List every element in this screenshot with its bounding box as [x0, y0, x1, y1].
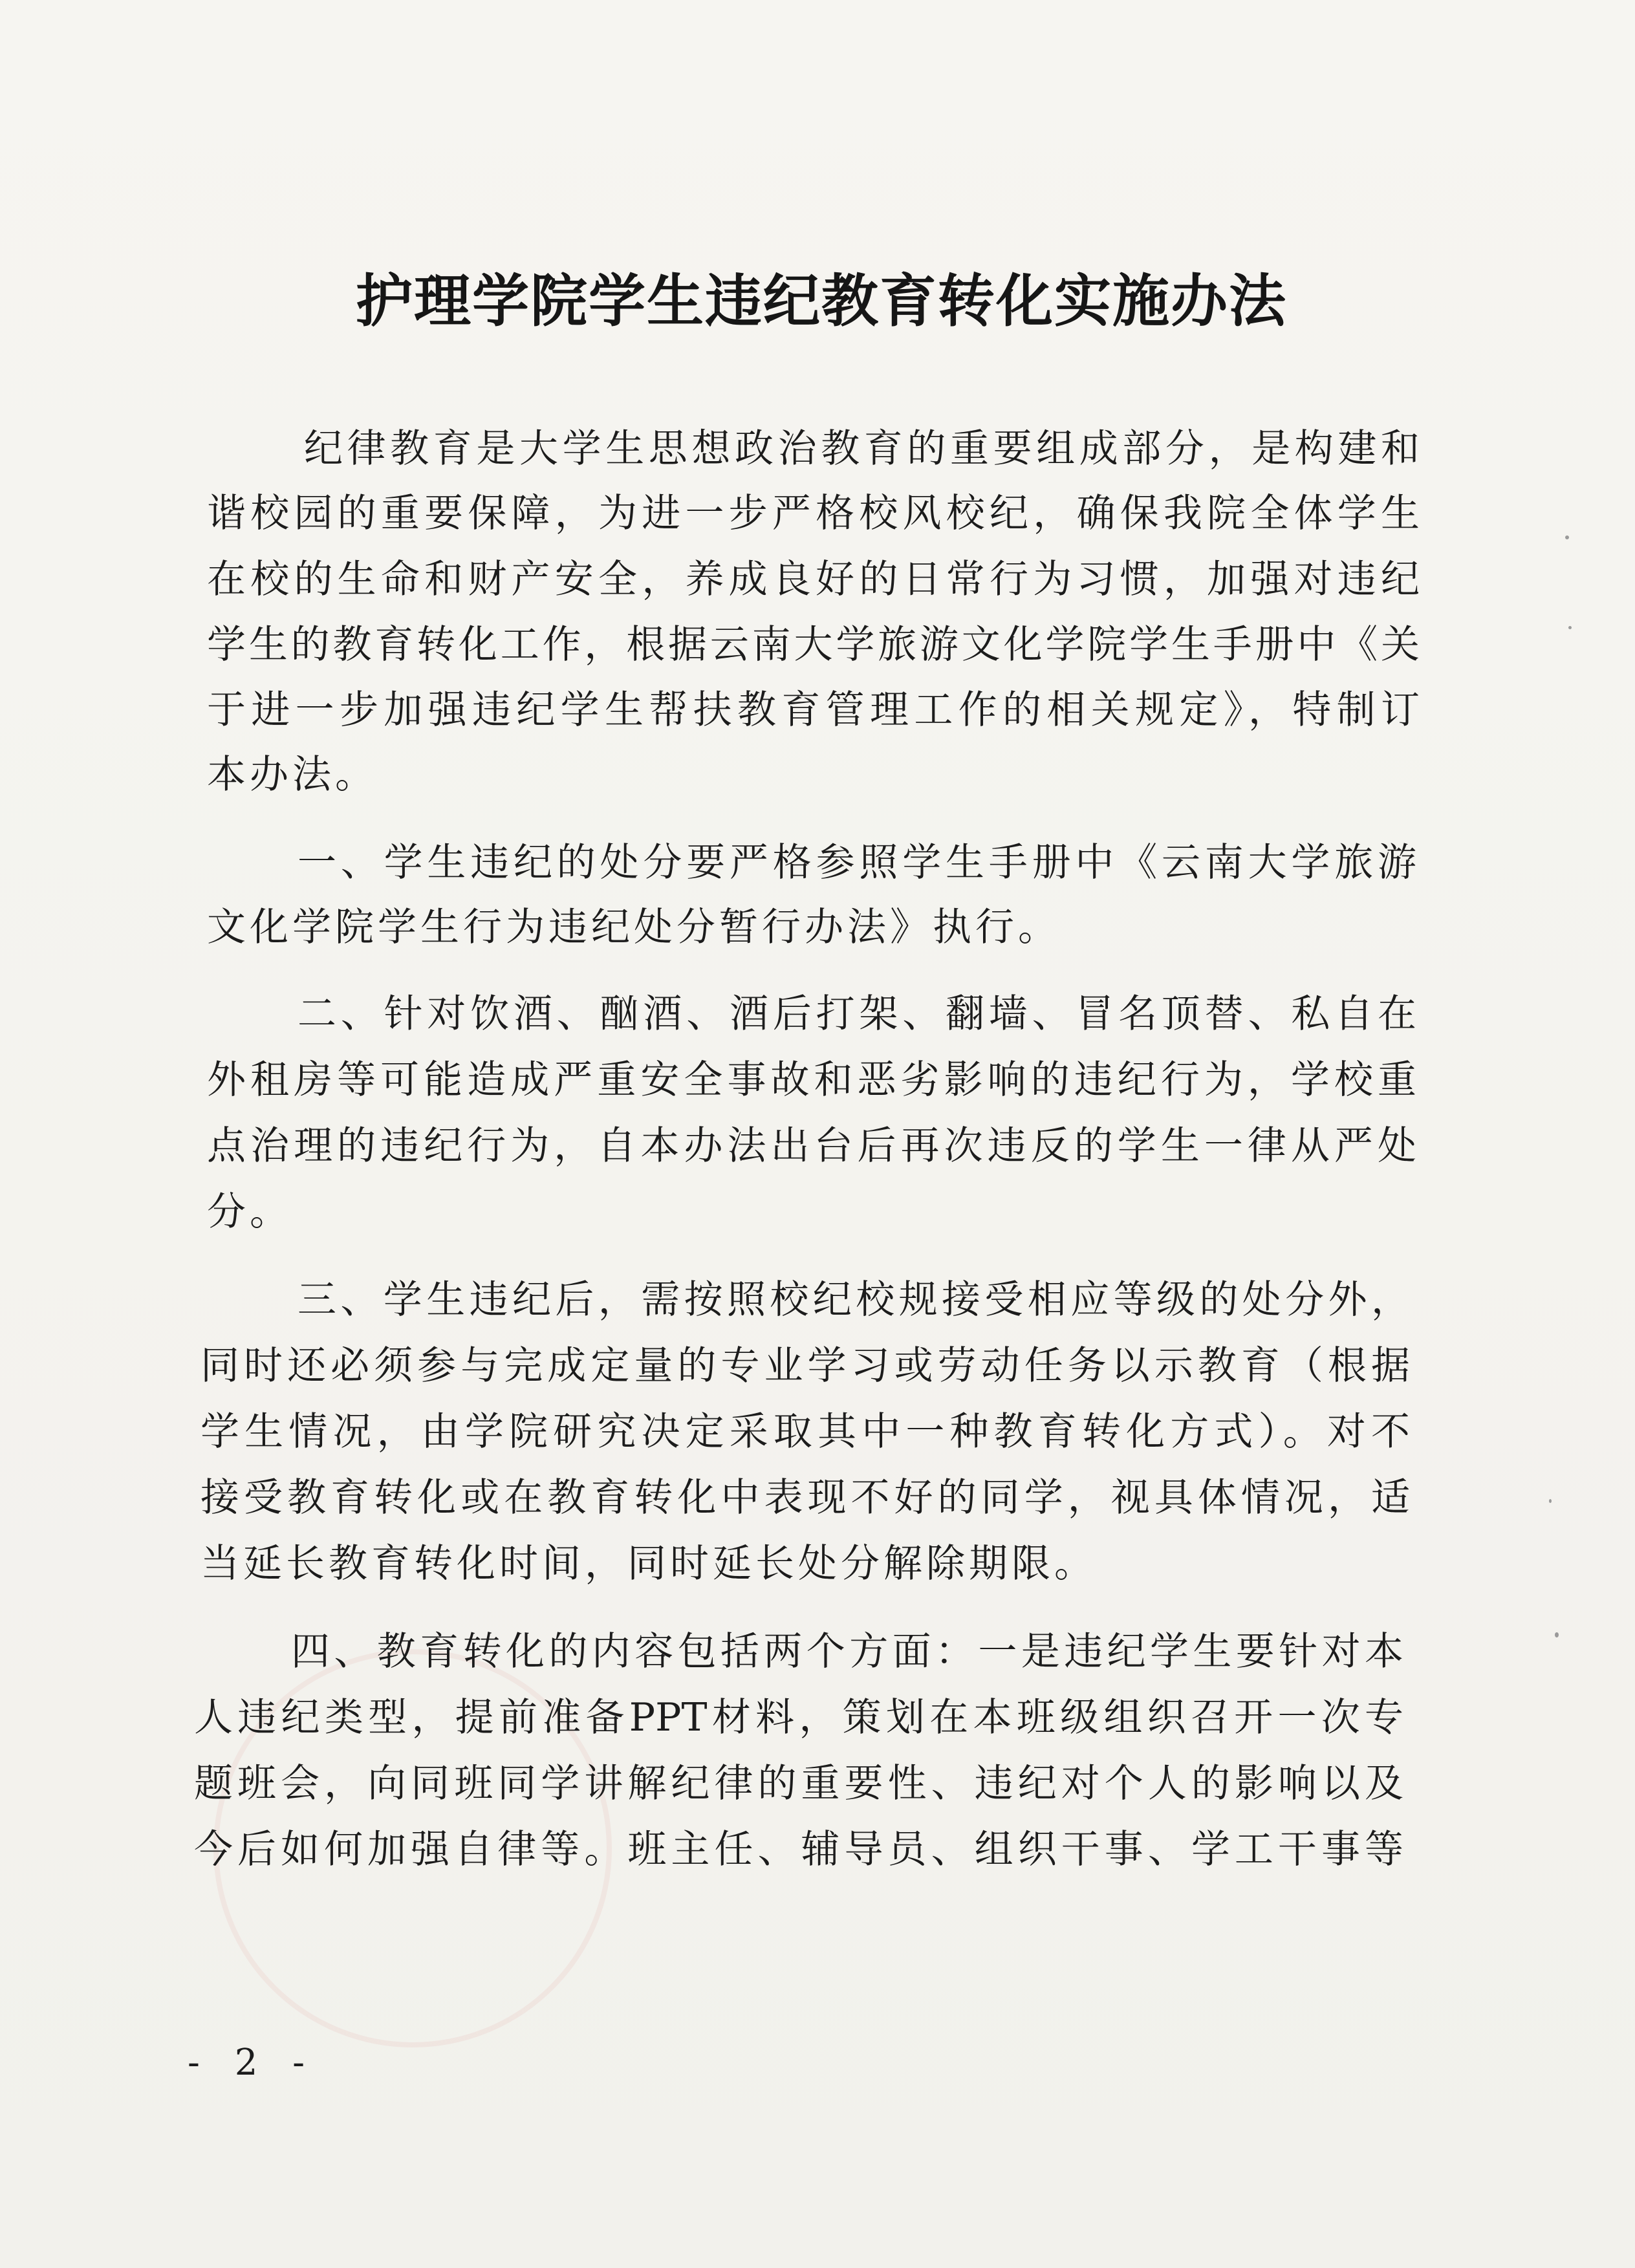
document-title: 护理学院学生违纪教育转化实施办法	[355, 267, 1287, 334]
text-line: 二、针对饮酒、酗酒、酒后打架、翻墙、冒名顶替、私自在	[298, 991, 1416, 1037]
text-line: 本办法。	[207, 752, 378, 797]
text-line: 分。	[207, 1189, 292, 1235]
text-line: 文化学院学生行为违纪处分暂行办法》执行。	[207, 905, 1061, 950]
text-line: 一、学生违纪的处分要严格参照学生手册中《云南大学旅游	[298, 840, 1416, 885]
scan-speck	[1565, 535, 1569, 539]
text-line: 接受教育转化或在教育转化中表现不好的同学，视具体情况，适	[200, 1475, 1410, 1520]
text-line: 四、教育转化的内容包括两个方面：一是违纪学生要针对本	[291, 1629, 1403, 1674]
text-line: 当延长教育转化时间，同时延长处分解除期限。	[200, 1541, 1097, 1586]
text-line: 点治理的违纪行为，自本办法出台后再次违反的学生一律从严处	[207, 1123, 1416, 1169]
page-number: - 2 -	[188, 2042, 317, 2084]
scan-speck	[1568, 626, 1572, 629]
text-line: 外租房等可能造成严重安全事故和恶劣影响的违纪行为，学校重	[207, 1057, 1416, 1103]
text-line: 题班会，向同班同学讲解纪律的重要性、违纪对个人的影响以及	[194, 1761, 1403, 1806]
text-line: 学生情况，由学院研究决定采取其中一种教育转化方式）。对不	[200, 1409, 1410, 1454]
text-line: 同时还必须参与完成定量的专业学习或劳动任务以示教育（根据	[200, 1343, 1410, 1388]
text-line: 谐校园的重要保障，为进一步严格校风校纪，确保我院全体学生	[207, 491, 1420, 536]
text-line: 今后如何加强自律等。班主任、辅导员、组织干事、学工干事等	[194, 1827, 1403, 1872]
text-line: 人违纪类型，提前准备PPT材料，策划在本班级组织召开一次专	[194, 1695, 1403, 1740]
text-line: 学生的教育转化工作，根据云南大学旅游文化学院学生手册中《关	[207, 622, 1420, 667]
text-line: 纪律教育是大学生思想政治教育的重要组成部分，是构建和	[304, 426, 1420, 471]
text-line: 三、学生违纪后，需按照校纪校规接受相应等级的处分外，	[298, 1277, 1410, 1323]
text-line: 在校的生命和财产安全，养成良好的日常行为习惯，加强对违纪	[207, 557, 1420, 602]
scan-speck	[1555, 1632, 1559, 1637]
scan-speck	[1549, 1499, 1552, 1503]
text-line: 于进一步加强违纪学生帮扶教育管理工作的相关规定》，特制订	[207, 687, 1420, 733]
